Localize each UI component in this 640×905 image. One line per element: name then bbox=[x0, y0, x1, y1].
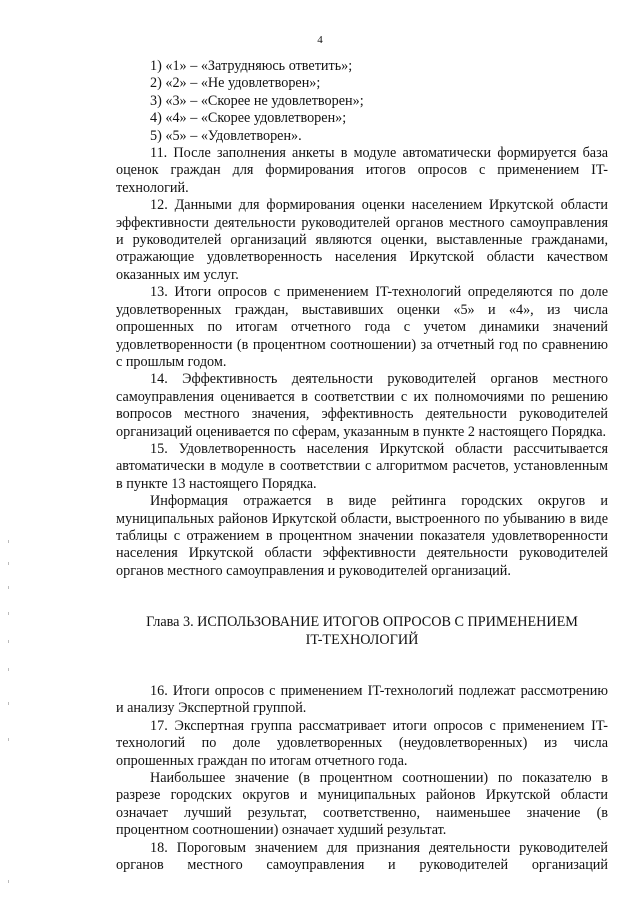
page-number: 4 bbox=[317, 34, 323, 46]
paragraph-13: 13. Итоги опросов с применением IT-технологий определяются по доле удовлетворенных граждан, выставивших оценки «5» и «4», из числа опрошенных по итогам отчетного года с учетом динамики значений удовлетворенности (в процентном соотношении) за отчетный год по сравнению с прошлым годом. bbox=[116, 284, 608, 370]
list-item: 1) «1» – «Затрудняюсь ответить»; bbox=[150, 58, 353, 74]
paragraph-16: 16. Итоги опросов с применением IT-технологий подлежат рассмотрению и анализу Экспертной группой. bbox=[116, 683, 608, 717]
chapter-title bbox=[116, 614, 608, 649]
paragraph-14: 14. Эффективность деятельности руководителей органов местного самоуправления оценивается в соответствии с их полномочиями по решению вопросов местного значения, эффективность деятельности руководителей организаций оценивается по сферам, указанным в пункте 2 настоящего Порядка. bbox=[116, 371, 608, 440]
list-item: 3) «3» – «Скорее не удовлетворен»; bbox=[150, 92, 364, 109]
paragraph-highest-value: Наибольшее значение (в процентном соотношении) по показателю в разрезе городских округов и муниципальных районов Иркутской области означает лучший результат, соответственно, наименьшее значение (в процентном соотношении) означает худший результат. bbox=[116, 770, 608, 839]
chapter-title-line-1: Глава 3. ИСПОЛЬЗОВАНИЕ ИТОГОВ ОПРОСОВ С ПРИМЕНЕНИЕМ bbox=[146, 614, 578, 631]
chapter-title-line-2: IT-ТЕХНОЛОГИЙ bbox=[305, 631, 419, 648]
scan-margin-marks bbox=[8, 0, 10, 905]
list-item: 4) «4» – «Скорее удовлетворен»; bbox=[150, 110, 347, 127]
list-item: 5) «5» – «Удовлетворен». bbox=[150, 127, 302, 144]
paragraph-11: 11. После заполнения анкеты в модуле автоматически формируется база оценок граждан для формирования итогов опросов с применением IT-технологий. bbox=[116, 145, 608, 196]
paragraph-12: 12. Данными для формирования оценки населением Иркутской области эффективности деятельности руководителей органов местного самоуправления и руководителей организаций являются оценки, выставленные гражданами, отражающие удовлетворенность населения Иркутской области качеством оказанных им услуг. bbox=[116, 197, 608, 283]
list-item: 2) «2» – «Не удовлетворен»; bbox=[150, 75, 321, 92]
paragraph-information: Информация отражается в виде рейтинга городских округов и муниципальных районов Иркутской области, выстроенного по убыванию в виде таблицы с отражением в процентном значении показателя удовлетворенности населения Иркутской области эффективности деятельности руководителей органов местного самоуправления и руководителей организаций. bbox=[116, 493, 608, 579]
paragraph-17: 17. Экспертная группа рассматривает итоги опросов с применением IT-технологий по доле удовлетворенных (неудовлетворенных) из числа опрошенных граждан по итогам отчетного года. bbox=[116, 717, 608, 769]
paragraph-15: 15. Удовлетворенность населения Иркутской области рассчитывается автоматически в модуле в соответствии с алгоритмом расчетов, установленным в пункте 13 настоящего Порядка. bbox=[116, 440, 608, 492]
document-body bbox=[116, 58, 608, 874]
paragraph-18: 18. Пороговым значением для признания деятельности руководителей органов местного самоуправления и руководителей организаций bbox=[116, 839, 608, 874]
